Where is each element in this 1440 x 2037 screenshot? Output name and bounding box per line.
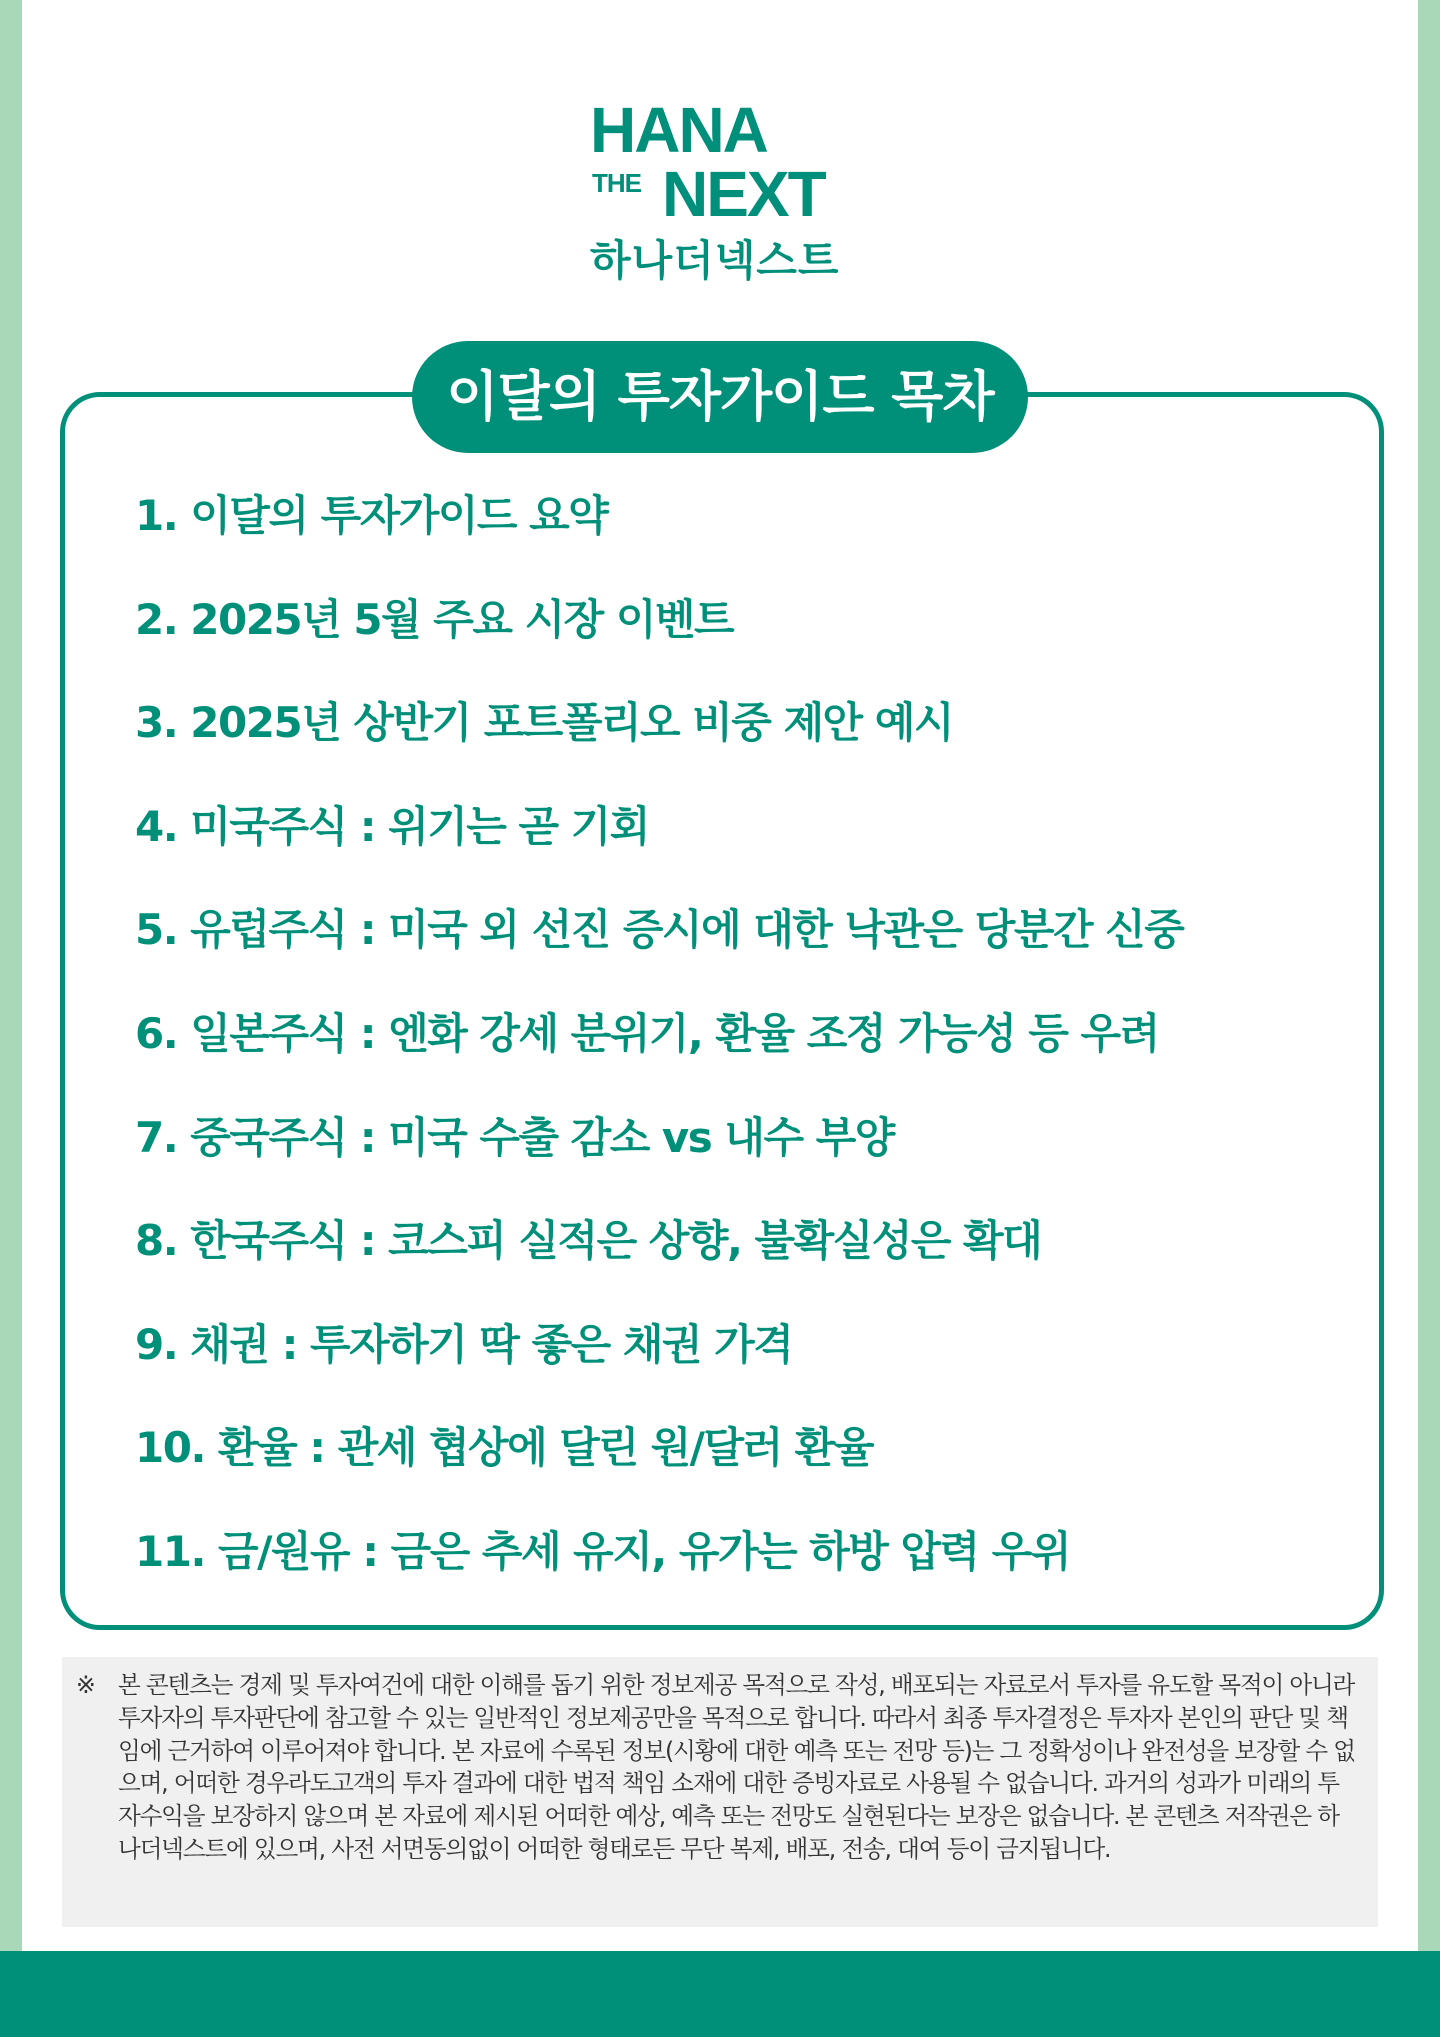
toc-item[interactable]: 9. 채권 : 투자하기 딱 좋은 채권 가격	[135, 1319, 793, 1369]
toc-list	[135, 476, 1183, 1616]
toc-item[interactable]: 7. 중국주식 : 미국 수출 감소 vs 내수 부양	[135, 1112, 894, 1162]
right-side-bar	[1418, 0, 1440, 1952]
toc-item[interactable]: 10. 환율 : 관세 협상에 달린 원/달러 환율	[135, 1423, 873, 1473]
footer-band	[0, 1951, 1440, 2037]
logo-korean-text: 하나더넥스트	[590, 236, 840, 285]
hana-the-next-logo	[590, 94, 860, 290]
toc-item[interactable]: 2. 2025년 5월 주요 시장 이벤트	[135, 594, 734, 644]
logo-hana-text: HANA	[590, 94, 767, 166]
toc-item[interactable]: 5. 유럽주식 : 미국 외 선진 증시에 대한 낙관은 당분간 신중	[135, 905, 1184, 955]
toc-item[interactable]: 6. 일본주식 : 엔화 강세 분위기, 환율 조정 가능성 등 우려	[135, 1008, 1159, 1058]
logo-the-text: THE	[592, 168, 641, 198]
disclaimer-text: 본 콘텐츠는 경제 및 투자여건에 대한 이해를 돕기 위한 정보제공 목적으로 작성, 배포되는 자료로서 투자를 유도할 목적이 아니라 투자자의 투자판단에 참고할 수 있는 일반적인 정보제공만을 목적으로 합니다. 따라서 최종 투자결정은 투자자 본인의 판단 및 책임에 근거하여 이루어져야 합니다. 본 자료에 수록된 정보(시황에 대한 예측 또는 전망 등)는 그 정확성이나 완전성을 보장할 수 없으며, 어떠한 경우라도고객의 투자 결과에 대한 법적 책임 소재에 대한 증빙자료로 사용될 수 없습니다. 과거의 성과가 미래의 투자수익을 보장하지 않으며 본 자료에 제시된 어떠한 예상, 예측 또는 전망도 실현된다는 보장은 없습니다. 본 콘텐츠 저작권은 하나더넥스트에 있으며, 사전 서면동의없이 어떠한 형태로든 무단 복제, 배포, 전송, 대여 등이 금지됩니다.	[118, 1671, 1355, 1863]
toc-item[interactable]: 3. 2025년 상반기 포트폴리오 비중 제안 예시	[135, 698, 953, 748]
disclaimer-box	[62, 1657, 1378, 1927]
left-side-bar	[0, 0, 22, 1952]
toc-title: 이달의 투자가이드 목차	[412, 341, 1028, 453]
toc-item[interactable]: 4. 미국주식 : 위기는 곧 기회	[135, 801, 649, 851]
logo-next-text: NEXT	[662, 158, 825, 230]
disclaimer-mark: ※	[76, 1671, 95, 1699]
toc-item[interactable]: 11. 금/원유 : 금은 추세 유지, 유가는 하방 압력 우위	[135, 1526, 1070, 1576]
toc-item[interactable]: 8. 한국주식 : 코스피 실적은 상향, 불확실성은 확대	[135, 1216, 1042, 1266]
toc-item[interactable]: 1. 이달의 투자가이드 요약	[135, 491, 608, 540]
